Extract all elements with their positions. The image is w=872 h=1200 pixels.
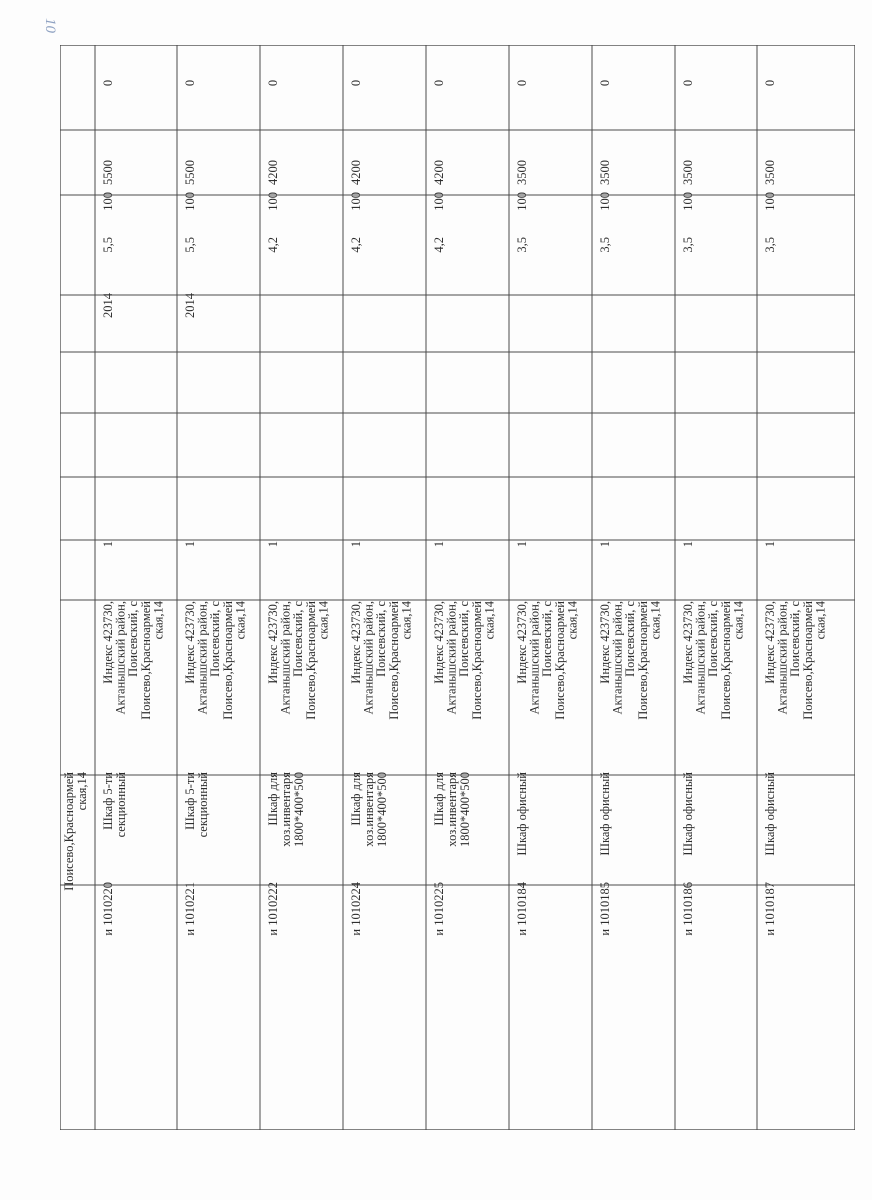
cell-quantity: 1	[101, 541, 115, 548]
cell-quantity: 1	[432, 541, 446, 548]
cell-address: Индекс 423730,Актанышский район,Поисевский, сПоисево,Красноармейская,14	[515, 601, 580, 720]
address-continuation: Поисево,Красноармейская,14	[62, 772, 89, 891]
cell-value-b: 100	[515, 192, 529, 211]
cell-value-b: 100	[432, 192, 446, 211]
cell-address: Индекс 423730,Актанышский район,Поисевский, сПоисево,Красноармейская,14	[266, 601, 331, 720]
cell-quantity: 1	[349, 541, 363, 548]
cell-item-name: Шкаф дляхоз.инвентаря1800*400*500	[432, 772, 472, 847]
cell-value-a: 5,5	[183, 237, 197, 253]
cell-address: Индекс 423730,Актанышский район,Поисевский, сПоисево,Красноармейская,14	[183, 601, 248, 720]
inventory-table	[60, 45, 855, 1130]
cell-inventory-number: и 1010220	[101, 882, 115, 936]
cell-value-b: 100	[183, 192, 197, 211]
cell-value-b: 100	[266, 192, 280, 211]
cell-quantity: 1	[266, 541, 280, 548]
cell-item-name: Шкаф офисный	[681, 772, 695, 856]
cell-quantity: 1	[681, 541, 695, 548]
cell-value-d: 0	[763, 79, 777, 87]
cell-inventory-number: и 1010184	[515, 882, 529, 936]
cell-value-c: 3500	[598, 160, 612, 185]
cell-item-name: Шкаф офисный	[763, 772, 777, 856]
cell-inventory-number: и 1010225	[432, 882, 446, 936]
cell-value-d: 0	[598, 79, 612, 87]
cell-value-b: 100	[763, 192, 777, 211]
cell-value-a: 4,2	[349, 237, 363, 253]
cell-value-c: 4200	[432, 160, 446, 185]
cell-item-name: Шкаф дляхоз.инвентаря1800*400*500	[266, 772, 306, 847]
cell-value-d: 0	[183, 79, 197, 87]
page-number: 10	[42, 18, 58, 33]
cell-value-c: 4200	[266, 160, 280, 185]
cell-address: Индекс 423730,Актанышский район,Поисевский, сПоисево,Красноармейская,14	[432, 601, 497, 720]
cell-value-c: 5500	[101, 160, 115, 185]
cell-address: Индекс 423730,Актанышский район,Поисевский, сПоисево,Красноармейская,14	[101, 601, 166, 720]
cell-value-d: 0	[349, 79, 363, 87]
cell-quantity: 1	[515, 541, 529, 548]
cell-quantity: 1	[598, 541, 612, 548]
cell-inventory-number: и 1010185	[598, 882, 612, 936]
cell-item-name: Шкаф дляхоз.инвентаря1800*400*500	[349, 772, 389, 847]
cell-value-a: 3,5	[598, 237, 612, 253]
cell-inventory-number: и 1010222	[266, 882, 280, 936]
cell-value-a: 4,2	[432, 237, 446, 253]
cell-value-b: 100	[349, 192, 363, 211]
cell-value-d: 0	[681, 79, 695, 87]
cell-value-b: 100	[681, 192, 695, 211]
cell-inventory-number: и 1010186	[681, 882, 695, 936]
cell-value-c: 5500	[183, 160, 197, 185]
cell-value-d: 0	[266, 79, 280, 87]
cell-inventory-number: и 1010187	[763, 882, 777, 936]
cell-value-a: 4,2	[266, 237, 280, 253]
cell-value-c: 3500	[681, 160, 695, 185]
cell-inventory-number: и 1010221	[183, 882, 197, 936]
cell-value-a: 3,5	[763, 237, 777, 253]
cell-year: 2014	[183, 293, 197, 318]
cell-item-name: Шкаф офисный	[598, 772, 612, 856]
cell-address: Индекс 423730,Актанышский район,Поисевский, сПоисево,Красноармейская,14	[598, 601, 663, 720]
cell-inventory-number: и 1010224	[349, 882, 363, 936]
cell-value-a: 5,5	[101, 237, 115, 253]
cell-value-c: 3500	[515, 160, 529, 185]
cell-value-d: 0	[432, 79, 446, 87]
cell-quantity: 1	[763, 541, 777, 548]
cell-value-c: 3500	[763, 160, 777, 185]
cell-item-name: Шкаф 5-тисекционный	[101, 772, 128, 838]
cell-item-name: Шкаф офисный	[515, 772, 529, 856]
cell-value-a: 3,5	[515, 237, 529, 253]
cell-value-b: 100	[101, 192, 115, 211]
cell-address: Индекс 423730,Актанышский район,Поисевский, сПоисево,Красноармейская,14	[349, 601, 414, 720]
cell-value-c: 4200	[349, 160, 363, 185]
cell-address: Индекс 423730,Актанышский район,Поисевский, сПоисево,Красноармейская,14	[681, 601, 746, 720]
cell-value-d: 0	[515, 79, 529, 87]
cell-value-b: 100	[598, 192, 612, 211]
cell-quantity: 1	[183, 541, 197, 548]
cell-item-name: Шкаф 5-тисекционный	[183, 772, 210, 838]
cell-year: 2014	[101, 293, 115, 318]
cell-value-a: 3,5	[681, 237, 695, 253]
cell-address: Индекс 423730,Актанышский район,Поисевский, сПоисево,Красноармейская,14	[763, 601, 828, 720]
cell-value-d: 0	[101, 79, 115, 87]
